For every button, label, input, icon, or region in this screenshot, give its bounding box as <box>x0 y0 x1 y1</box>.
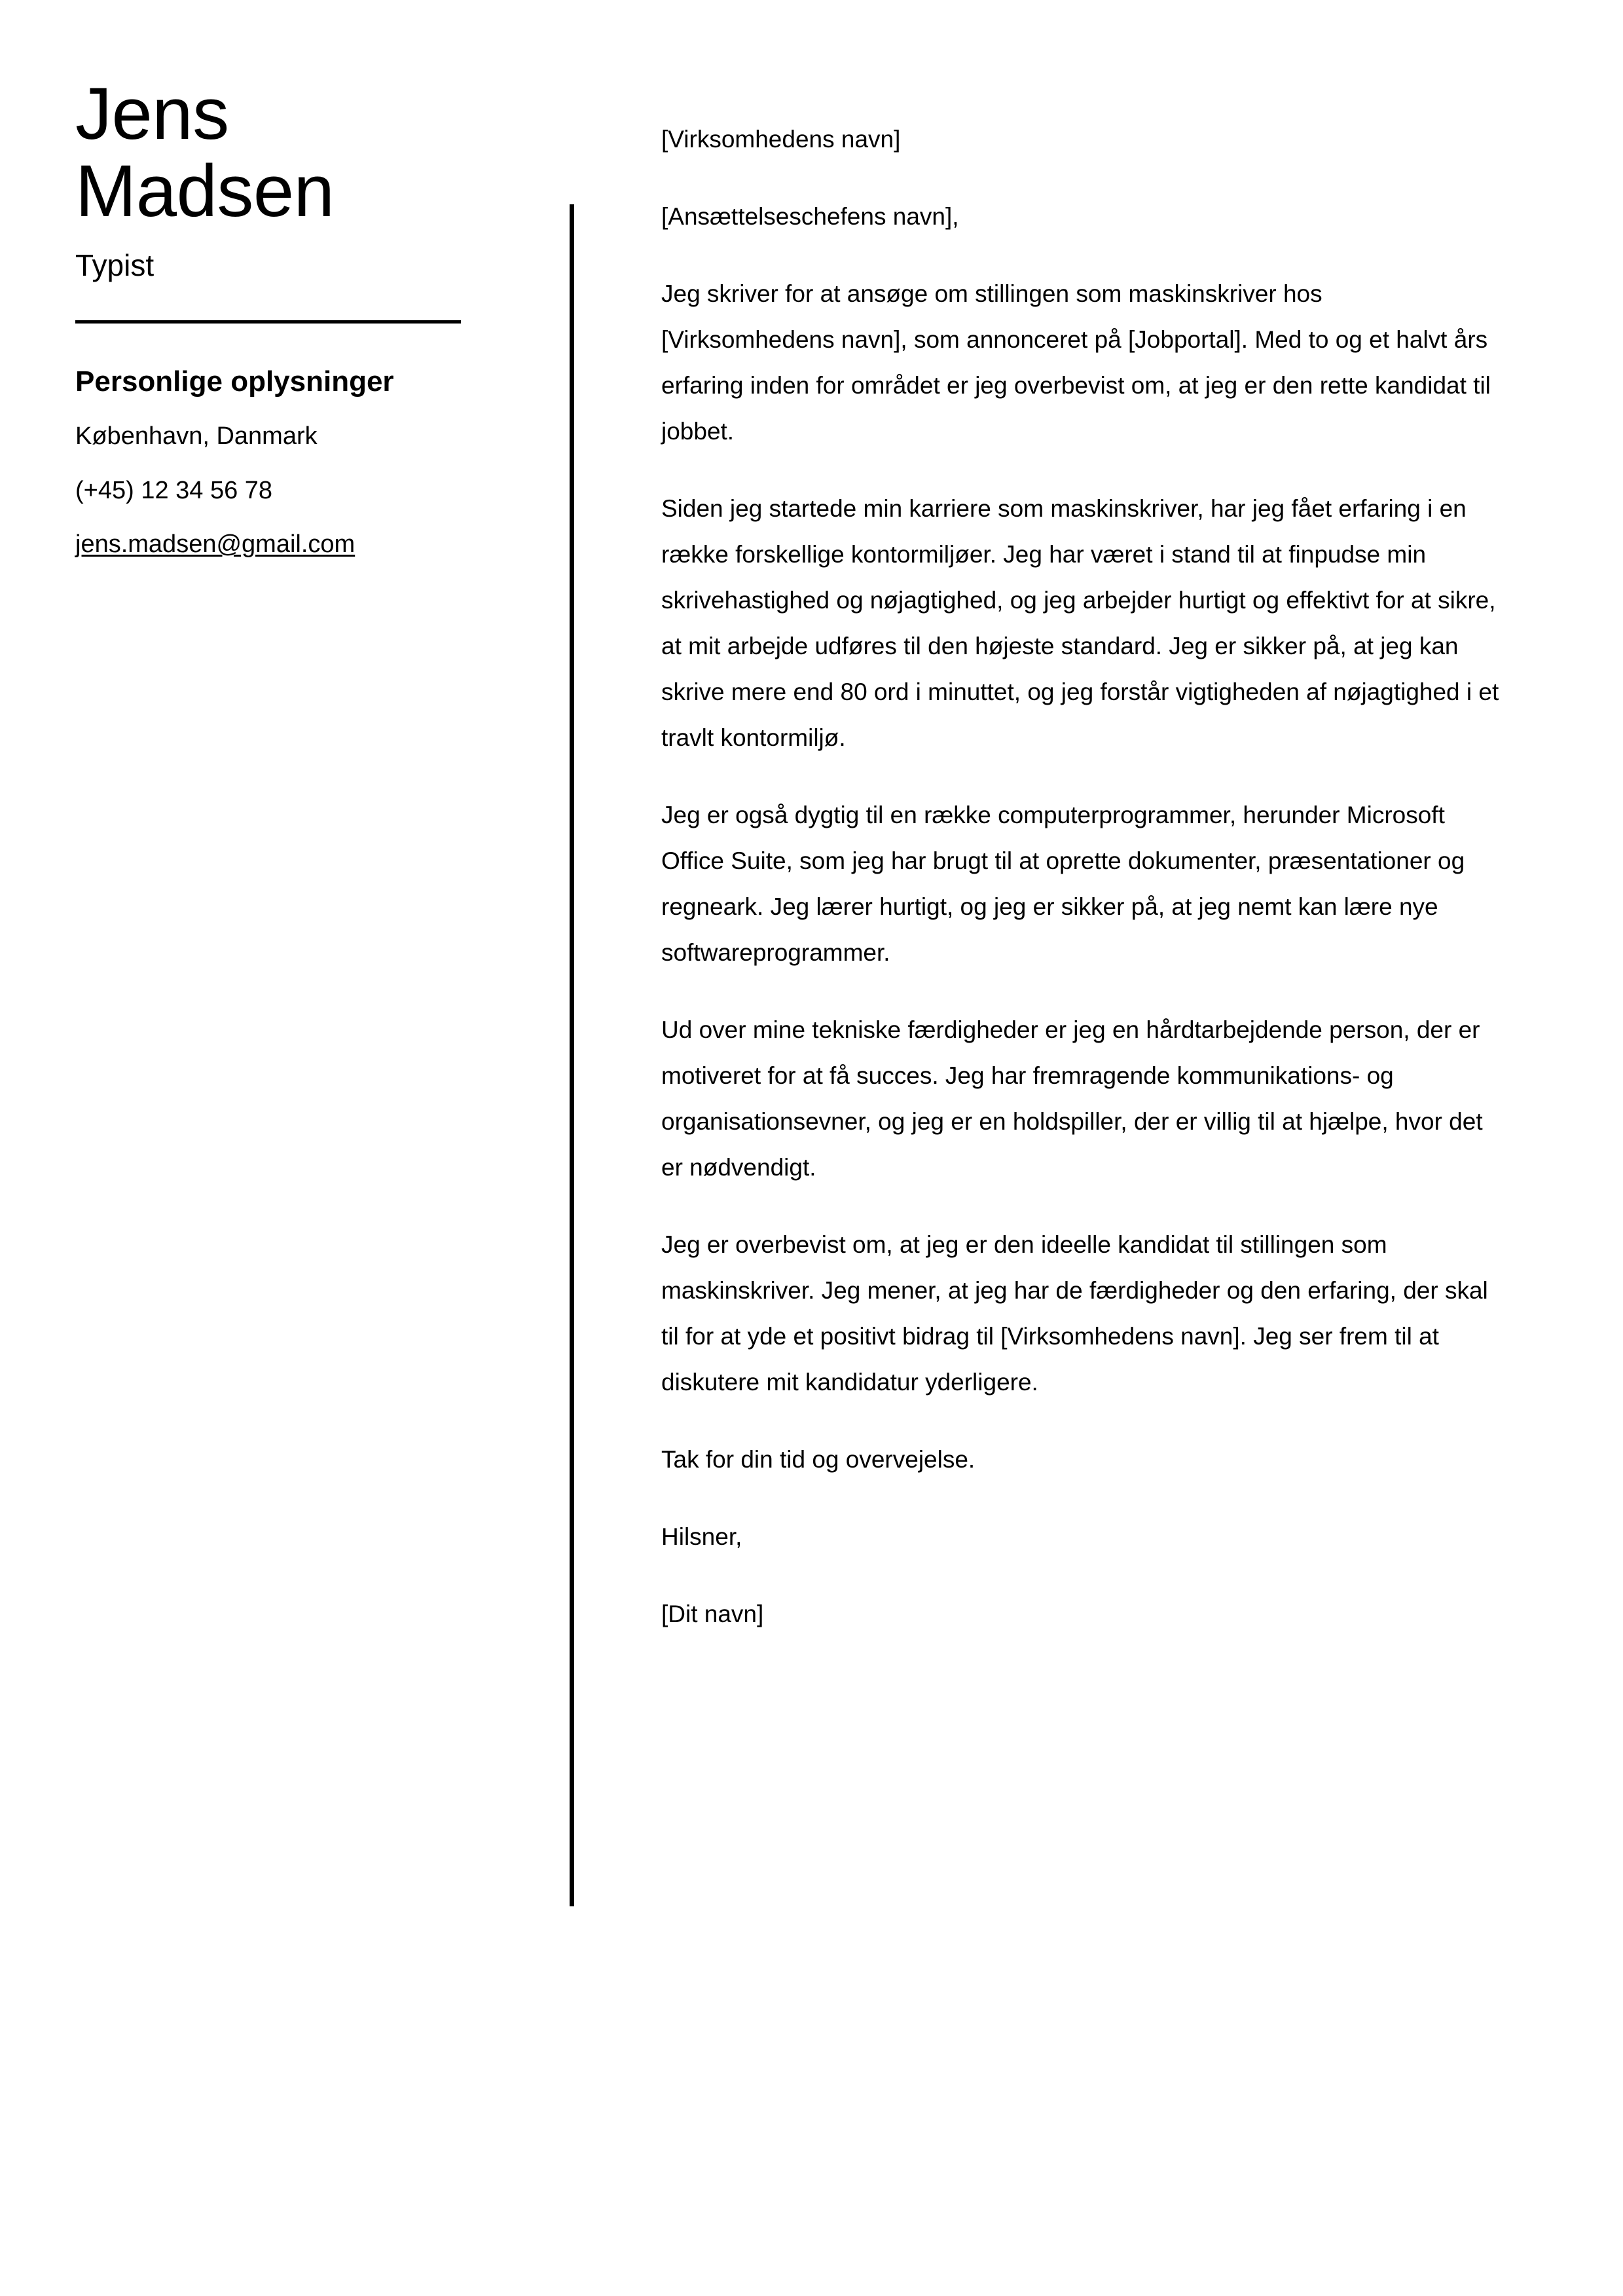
section-heading-personal-details: Personlige oplysninger <box>75 365 394 398</box>
letter-paragraph-1: Jeg skriver for at ansøge om stillingen som maskinskriver hos [Virksomhedens navn], som annonceret på [Jobportal]. Med to og et halvt års erfaring inden for området er jeg overbevist om, at jeg er den rette kandidat til jobbet. <box>661 280 1491 445</box>
sidebar <box>75 0 494 584</box>
letter-salutation: [Ansættelseschefens navn], <box>661 203 959 230</box>
contact-phone[interactable]: (+45) 12 34 56 78 <box>75 476 273 504</box>
letter-body <box>661 117 1499 1637</box>
letter-closing: Hilsner, <box>661 1523 742 1550</box>
letter-paragraph-2: Siden jeg startede min karriere som maskinskriver, har jeg fået erfaring i en række forskellige kontormiljøer. Jeg har været i stand til at finpudse min skrivehastighed og nøjagtighed, og jeg arbejder hurtigt og effektivt for at sikre, at mit arbejde udføres til den højeste standard. Jeg er sikker på, at jeg kan skrive mere end 80 ord i minuttet, og jeg forstår vigtigheden af nøjagtighed i et travlt kontormiljø. <box>661 495 1499 751</box>
contact-list <box>75 422 494 560</box>
contact-email-link[interactable]: jens.madsen@gmail.com <box>75 530 356 559</box>
last-name: Madsen <box>75 150 335 232</box>
sidebar-divider <box>75 320 461 324</box>
first-name: Jens <box>75 73 229 155</box>
letter-thanks: Tak for din tid og overvejelse. <box>661 1446 976 1473</box>
job-title: Typist <box>75 248 155 282</box>
contact-location: København, Danmark <box>75 422 318 450</box>
column-divider <box>570 204 574 1906</box>
name-block <box>75 0 494 284</box>
letter-paragraph-5: Jeg er overbevist om, at jeg er den ideelle kandidat til stillingen som maskinskriver. Jeg mener, at jeg har de færdigheder og den erfaring, der skal til for at yde et positivt bidrag til [Virksomhedens navn]. Jeg ser frem til at diskutere mit kandidatur yderligere. <box>661 1231 1488 1396</box>
letter-company-line: [Virksomhedens navn] <box>661 126 901 153</box>
letter-paragraph-3: Jeg er også dygtig til en række computerprogrammer, herunder Microsoft Office Suite, som jeg har brugt til at oprette dokumenter, præsentationer og regneark. Jeg lærer hurtigt, og jeg er sikker på, at jeg nemt kan lære nye softwareprogrammer. <box>661 802 1465 966</box>
letter-paragraph-4: Ud over mine tekniske færdigheder er jeg en hårdtarbejdende person, der er motiveret for at få succes. Jeg har fremragende kommunikations- og organisationsevner, og jeg er en holdspiller, der er villig til at hjælpe, hvor det er nødvendigt. <box>661 1016 1483 1181</box>
letter-signature: [Dit navn] <box>661 1601 764 1627</box>
